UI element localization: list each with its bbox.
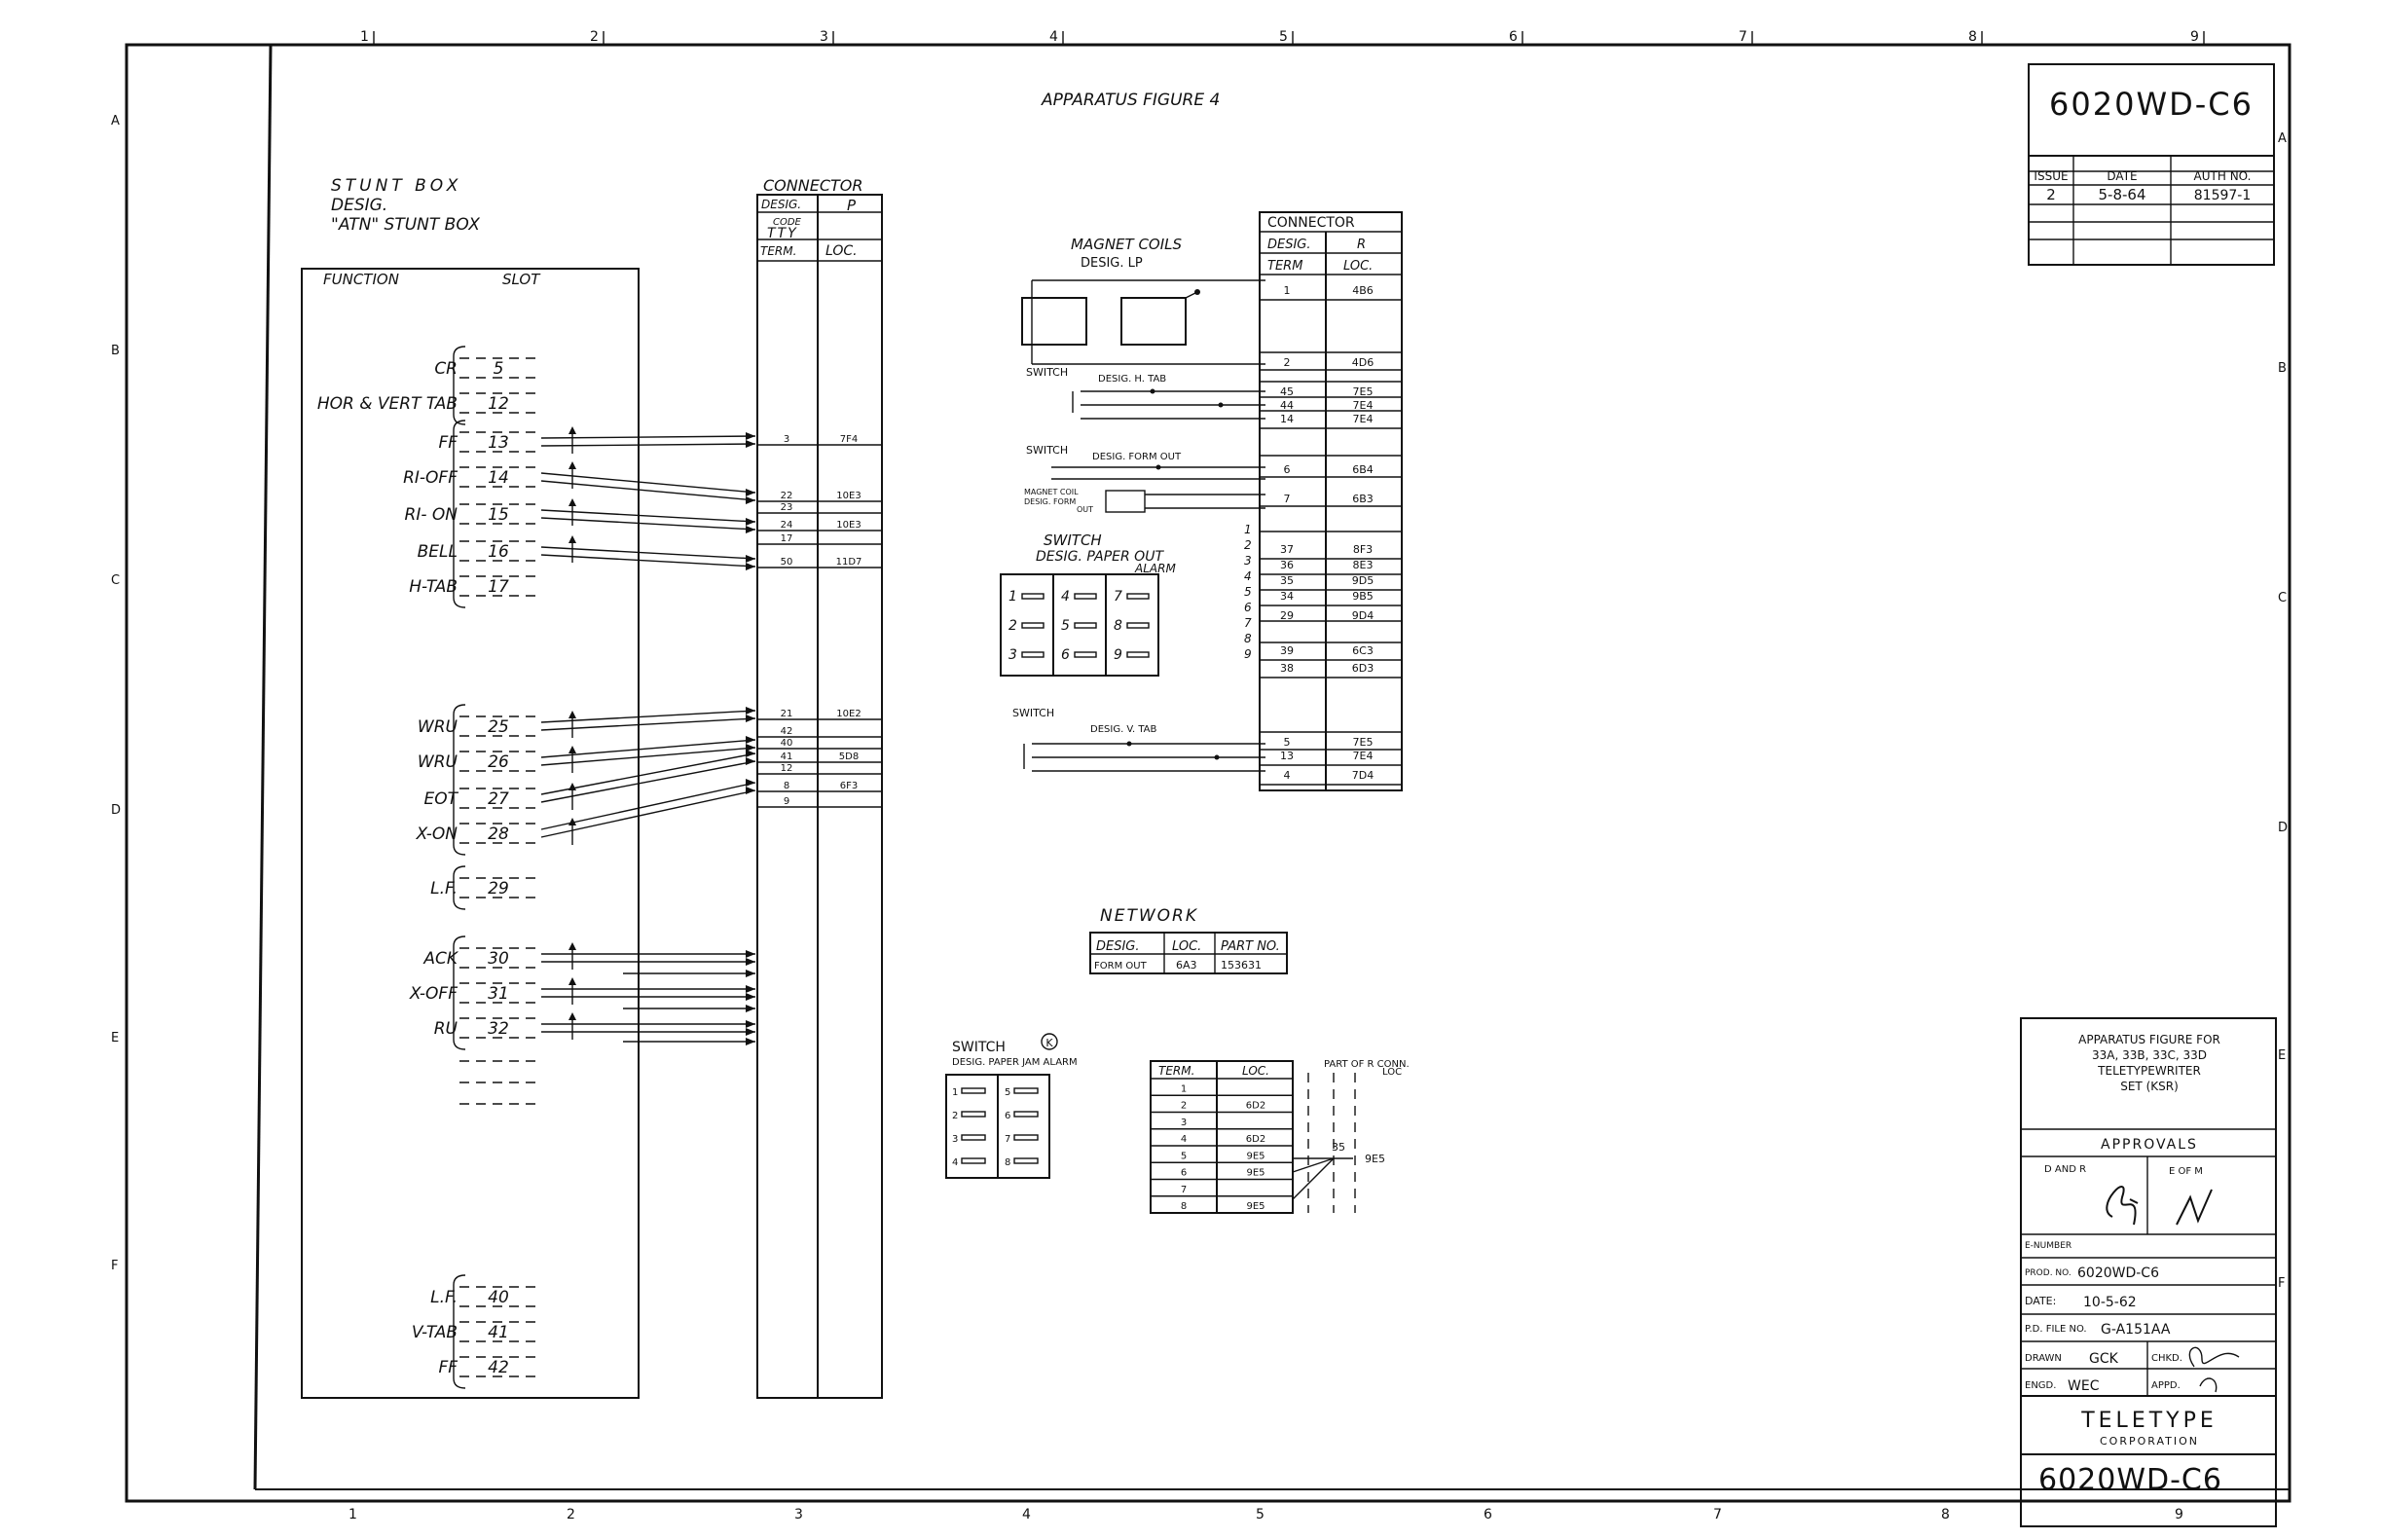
stunt-slot: 25 xyxy=(488,717,509,737)
description-line-4: SET (KSR) xyxy=(2120,1080,2179,1093)
stunt-function: CR xyxy=(434,359,458,379)
stunt-function: X-ON xyxy=(416,825,458,844)
connector-p-col-term: TERM. xyxy=(760,244,797,258)
stunt-function: EOT xyxy=(423,789,458,809)
switch-vtab-desig: DESIG. V. TAB xyxy=(1090,724,1157,735)
stunt-function: L.F. xyxy=(430,879,458,898)
connector-r-term: 4 xyxy=(1283,769,1291,782)
term-table-loc: 6D2 xyxy=(1245,1134,1266,1145)
term-loc-table xyxy=(1151,1059,1410,1213)
connector-r-term: 38 xyxy=(1280,662,1294,675)
stunt-box-desig: "ATN" STUNT BOX xyxy=(331,215,480,235)
zone-row-left-E: E xyxy=(111,1031,120,1045)
term-table-header-term: TERM. xyxy=(1158,1064,1195,1078)
stunt-box-col-function: FUNCTION xyxy=(323,271,399,288)
stunt-slot: 41 xyxy=(488,1323,509,1342)
prod-no-label: PROD. NO. xyxy=(2025,1268,2071,1278)
connector-p-term: 9 xyxy=(783,796,790,807)
zone-col-bottom-6: 6 xyxy=(1484,1507,1492,1522)
stunt-function: FF xyxy=(438,1358,458,1377)
connector-p-term: 12 xyxy=(780,763,793,774)
connector-p-term: 3 xyxy=(783,434,790,445)
paper-out-contact: 2 xyxy=(1008,618,1017,634)
drawing-number-top: 6020WD-C6 xyxy=(2049,86,2254,123)
term-table-loc: 9E5 xyxy=(1246,1201,1265,1212)
paper-jam-contact: 5 xyxy=(1005,1087,1011,1098)
zone-col-top-3: 3 xyxy=(820,29,828,45)
paper-out-contact: 7 xyxy=(1114,589,1122,605)
connector-p-loc: 11D7 xyxy=(835,557,862,568)
zone-col-top-4: 4 xyxy=(1049,29,1058,45)
zone-col-top-7: 7 xyxy=(1739,29,1747,45)
connector-r-term: 5 xyxy=(1283,736,1291,749)
drawing-title: APPARATUS FIGURE 4 xyxy=(1042,91,1221,110)
stunt-box-rows xyxy=(317,347,541,1388)
switch-vtab-label: SWITCH xyxy=(1012,707,1055,719)
term-table-term: 1 xyxy=(1180,1083,1188,1095)
stunt-box-desig-label: DESIG. xyxy=(331,196,388,215)
connector-p-term: 41 xyxy=(780,752,793,762)
drawn-label: DRAWN xyxy=(2025,1353,2062,1364)
paper-jam-contact: 1 xyxy=(952,1087,959,1098)
revision-block xyxy=(2029,64,2274,265)
stunt-function: L.F. xyxy=(430,1288,458,1307)
connector-r-term: 44 xyxy=(1280,399,1294,412)
connector-p-loc: 10E2 xyxy=(836,709,862,719)
rev-issue: 2 xyxy=(2046,186,2056,203)
title-block xyxy=(2021,1018,2276,1526)
stunt-box-col-slot: SLOT xyxy=(502,271,540,288)
connector-r-term: 39 xyxy=(1280,644,1294,657)
connector-r-side-number: 9 xyxy=(1244,647,1252,661)
stunt-slot: 31 xyxy=(488,984,509,1004)
switch-v-tab xyxy=(1012,707,1265,771)
engd-by: WEC xyxy=(2068,1378,2100,1394)
magnet-coils-label: MAGNET COILS xyxy=(1071,236,1183,253)
connector-p-code: TTY xyxy=(767,226,798,241)
stunt-function: X-OFF xyxy=(409,984,458,1004)
pd-file-no: G-A151AA xyxy=(2101,1322,2171,1338)
zone-row-right-E: E xyxy=(2278,1048,2287,1063)
pd-file-label: P.D. FILE NO. xyxy=(2025,1324,2087,1335)
zone-col-bottom-9: 9 xyxy=(2175,1507,2183,1522)
network-heading: NETWORK xyxy=(1100,906,1198,926)
connector-r xyxy=(1244,212,1402,790)
connector-r-loc: 6D3 xyxy=(1351,662,1375,675)
term-table-term: 2 xyxy=(1180,1100,1188,1112)
rev-date: 5-8-64 xyxy=(2098,186,2146,203)
connector-r-term: 34 xyxy=(1280,590,1294,603)
connector-r-term: 36 xyxy=(1280,559,1294,571)
connector-r-col-loc: LOC. xyxy=(1343,259,1374,274)
switch-paper-out xyxy=(1001,532,1176,676)
connector-p-code-label: CODE xyxy=(773,217,801,228)
stunt-function: V-TAB xyxy=(411,1323,458,1342)
switch-htab-label: SWITCH xyxy=(1026,366,1069,379)
stunt-slot: 32 xyxy=(488,1019,509,1039)
stunt-function: ACK xyxy=(423,949,458,969)
part-of-r-conn-label: PART OF R CONN. xyxy=(1324,1059,1410,1070)
rev-auth-no: 81597-1 xyxy=(2193,188,2252,203)
paper-out-contact: 5 xyxy=(1061,618,1070,634)
network-header-loc: LOC. xyxy=(1172,939,1202,954)
zone-col-bottom-2: 2 xyxy=(567,1507,575,1522)
network-table xyxy=(1090,906,1287,973)
zone-col-top-9: 9 xyxy=(2190,29,2199,45)
date-label: DATE: xyxy=(2025,1295,2057,1307)
stunt-slot: 5 xyxy=(493,359,504,379)
term-table-conn-term: 35 xyxy=(1332,1141,1345,1154)
zone-row-right-F: F xyxy=(2278,1276,2286,1291)
term-table-term: 6 xyxy=(1180,1167,1188,1179)
stunt-function: HOR & VERT TAB xyxy=(316,394,458,414)
connector-r-loc: 7E5 xyxy=(1352,385,1374,398)
zone-col-top-8: 8 xyxy=(1968,29,1977,45)
paper-jam-contact: 2 xyxy=(952,1111,959,1121)
connector-p-term: 17 xyxy=(780,533,793,544)
connector-r-loc: 6B4 xyxy=(1352,463,1374,476)
connector-r-loc: 9D4 xyxy=(1351,609,1375,622)
stunt-slot: 28 xyxy=(488,825,509,844)
paper-jam-contact: 3 xyxy=(952,1134,959,1145)
zone-col-top-5: 5 xyxy=(1279,29,1288,45)
paper-out-contact: 3 xyxy=(1008,647,1017,663)
connector-r-term: 13 xyxy=(1280,750,1294,762)
stunt-slot: 30 xyxy=(488,949,509,969)
sheet-border-outer xyxy=(127,45,2290,1501)
connector-p-term: 21 xyxy=(780,709,793,719)
rev-header-date: DATE xyxy=(2107,169,2138,183)
term-table-conn-loc: 9E5 xyxy=(1365,1153,1385,1165)
connector-p-term: 42 xyxy=(780,726,793,737)
stunt-function: BELL xyxy=(417,542,458,562)
magnet-coil-form-out-1: MAGNET COIL xyxy=(1024,488,1079,496)
connector-p-desig-label: DESIG. xyxy=(761,198,802,211)
network-loc: 6A3 xyxy=(1176,959,1197,972)
zone-col-bottom-4: 4 xyxy=(1022,1507,1031,1522)
connector-r-loc: 9D5 xyxy=(1351,574,1375,587)
stunt-box-wiring xyxy=(541,426,755,1045)
network-desig: FORM OUT xyxy=(1094,961,1147,972)
drawing-date: 10-5-62 xyxy=(2083,1295,2137,1310)
connector-p-term: 50 xyxy=(780,557,793,568)
connector-p-entries xyxy=(757,434,882,807)
zone-col-bottom-5: 5 xyxy=(1256,1507,1265,1522)
stunt-function: RU xyxy=(433,1019,458,1039)
term-table-term: 7 xyxy=(1180,1184,1188,1195)
connector-r-term: 29 xyxy=(1280,609,1294,622)
connector-r-loc: 7E5 xyxy=(1352,736,1374,749)
connector-r-loc: 6B3 xyxy=(1352,493,1374,505)
drawn-by: GCK xyxy=(2089,1351,2118,1367)
magnet-coil-form-out-3: OUT xyxy=(1077,505,1094,514)
connector-r-term: 7 xyxy=(1283,493,1291,505)
description-line-2: 33A, 33B, 33C, 33D xyxy=(2091,1048,2208,1062)
paper-out-contact: 8 xyxy=(1114,618,1122,634)
switch-paper-jam-desig: DESIG. PAPER JAM ALARM xyxy=(952,1057,1078,1068)
connector-p-heading: CONNECTOR xyxy=(763,176,863,195)
rev-header-auth: AUTH NO. xyxy=(2193,169,2252,183)
zone-row-left-B: B xyxy=(111,344,120,358)
chkd-label: CHKD. xyxy=(2151,1353,2182,1364)
paper-out-contact: 9 xyxy=(1114,647,1122,663)
paper-out-contact: 6 xyxy=(1061,647,1070,663)
zone-row-left-A: A xyxy=(111,114,120,128)
switch-form-out xyxy=(1024,444,1265,514)
stunt-slot: 26 xyxy=(488,752,509,772)
switch-paper-out-desig2: ALARM xyxy=(1135,562,1176,575)
connector-r-side-number: 8 xyxy=(1244,632,1252,645)
connector-p-term: 24 xyxy=(780,520,793,531)
term-table-loc: 9E5 xyxy=(1246,1167,1265,1179)
connector-r-term: 2 xyxy=(1283,356,1291,369)
zone-col-bottom-3: 3 xyxy=(794,1507,803,1522)
switch-paper-out-label: SWITCH xyxy=(1044,532,1102,549)
paper-out-contact: 1 xyxy=(1008,589,1017,605)
connector-p-loc: 10E3 xyxy=(836,491,862,501)
approvals-label: APPROVALS xyxy=(2101,1137,2198,1153)
connector-r-side-number: 3 xyxy=(1244,554,1252,568)
connector-r-loc: 4D6 xyxy=(1351,356,1375,369)
stunt-slot: 40 xyxy=(488,1288,509,1307)
appd-label: APPD. xyxy=(2151,1380,2181,1391)
zone-row-right-A: A xyxy=(2278,131,2287,146)
zone-col-bottom-7: 7 xyxy=(1713,1507,1722,1522)
magnet-coils-desig: DESIG. LP xyxy=(1081,256,1143,271)
stunt-function: RI-OFF xyxy=(403,468,458,488)
connector-p-col-loc: LOC. xyxy=(825,243,858,259)
company-name: TELETYPE xyxy=(2081,1409,2218,1433)
connector-r-loc: 6C3 xyxy=(1352,644,1374,657)
rev-header-issue: ISSUE xyxy=(2034,169,2069,183)
title-block-description xyxy=(2078,1033,2220,1093)
connector-p-loc: 5D8 xyxy=(838,752,860,762)
paper-out-contact: 4 xyxy=(1061,589,1070,605)
zone-row-right-B: B xyxy=(2278,361,2287,376)
drawing-number-footer: 6020WD-C6 xyxy=(2038,1463,2222,1497)
zone-row-left-C: C xyxy=(111,573,121,588)
connector-r-term: 14 xyxy=(1280,413,1294,425)
connector-r-desig-label: DESIG. xyxy=(1267,238,1311,252)
paper-jam-contact: 4 xyxy=(952,1157,959,1168)
connector-p-desig: P xyxy=(847,197,857,214)
connector-r-side-number: 1 xyxy=(1244,523,1252,536)
switch-form-out-label: SWITCH xyxy=(1026,444,1069,457)
switch-paper-jam xyxy=(946,1034,1078,1178)
switch-htab-desig: DESIG. H. TAB xyxy=(1098,374,1167,385)
zone-row-right-C: C xyxy=(2278,591,2288,605)
stunt-slot: 14 xyxy=(488,468,509,488)
connector-r-desig: R xyxy=(1357,238,1367,252)
stunt-slot: 12 xyxy=(488,394,509,414)
zone-col-top-1: 1 xyxy=(360,29,369,45)
connector-r-loc: 9B5 xyxy=(1352,590,1374,603)
connector-r-loc: 7D4 xyxy=(1351,769,1375,782)
connector-r-loc: 7E4 xyxy=(1352,413,1374,425)
connector-r-term: 37 xyxy=(1280,543,1294,556)
e-of-m-label: E OF M xyxy=(2169,1166,2203,1177)
stunt-slot: 42 xyxy=(488,1358,509,1377)
chkd-appd-signature xyxy=(2189,1347,2239,1392)
stunt-slot: 27 xyxy=(488,789,509,809)
connector-r-term: 1 xyxy=(1283,284,1291,297)
term-table-term: 4 xyxy=(1180,1134,1188,1145)
connector-r-side-number: 4 xyxy=(1244,569,1252,583)
engd-label: ENGD. xyxy=(2025,1380,2057,1391)
magnet-coils xyxy=(1022,236,1265,364)
connector-p-term: 40 xyxy=(780,738,793,749)
connector-r-loc: 7E4 xyxy=(1352,750,1374,762)
connector-r-loc: 8E3 xyxy=(1352,559,1374,571)
connector-p-loc: 10E3 xyxy=(836,520,862,531)
stunt-function: FF xyxy=(438,433,458,453)
stunt-slot: 13 xyxy=(488,433,509,453)
d-and-r-label: D AND R xyxy=(2044,1164,2087,1175)
zone-row-left-F: F xyxy=(111,1259,119,1273)
stunt-slot: 16 xyxy=(488,542,509,562)
term-table-term: 5 xyxy=(1180,1151,1188,1162)
d-and-r-signature xyxy=(2107,1187,2138,1225)
e-number-label: E-NUMBER xyxy=(2025,1241,2072,1251)
connector-r-loc: 7E4 xyxy=(1352,399,1374,412)
connector-r-term: 45 xyxy=(1280,385,1294,398)
term-table-term: 8 xyxy=(1180,1201,1188,1212)
paper-jam-contact: 8 xyxy=(1005,1157,1011,1168)
zone-col-bottom-8: 8 xyxy=(1941,1507,1950,1522)
stunt-box-heading: STUNT BOX xyxy=(331,176,462,196)
connector-r-side-number: 5 xyxy=(1244,585,1252,599)
company-sub: CORPORATION xyxy=(2100,1435,2199,1448)
term-table-term: 3 xyxy=(1180,1117,1188,1128)
description-line-3: TELETYPEWRITER xyxy=(2098,1064,2201,1078)
zone-row-left-D: D xyxy=(111,803,122,818)
magnet-coil-form-out-2: DESIG. FORM xyxy=(1024,497,1077,506)
e-of-m-initial xyxy=(2177,1190,2212,1225)
stunt-slot: 15 xyxy=(488,505,509,525)
term-table-loc-label: LOC xyxy=(1382,1067,1403,1078)
connector-r-heading: CONNECTOR xyxy=(1267,215,1355,231)
zone-col-bottom-1: 1 xyxy=(348,1507,357,1522)
description-line-1: APPARATUS FIGURE FOR xyxy=(2078,1033,2220,1046)
connector-r-side-number: 6 xyxy=(1244,601,1252,614)
network-header-part: PART NO. xyxy=(1221,939,1280,954)
connector-p xyxy=(757,176,882,1398)
connector-p-loc: 7F4 xyxy=(839,434,859,445)
stunt-slot: 29 xyxy=(488,879,509,898)
connector-r-col-term: TERM xyxy=(1267,259,1303,274)
connector-r-side-number: 7 xyxy=(1244,616,1252,630)
connector-p-term: 23 xyxy=(780,502,793,513)
connector-r-term: 6 xyxy=(1283,463,1291,476)
zone-col-top-2: 2 xyxy=(590,29,599,45)
connector-r-loc: 8F3 xyxy=(1352,543,1374,556)
stunt-function: WRU xyxy=(417,717,458,737)
term-table-header-loc: LOC. xyxy=(1242,1064,1269,1078)
connector-p-loc: 6F3 xyxy=(839,781,859,791)
stunt-function: RI- ON xyxy=(404,505,458,525)
stunt-function: H-TAB xyxy=(409,577,458,597)
term-table-loc: 6D2 xyxy=(1245,1100,1266,1112)
connector-p-term: 22 xyxy=(780,491,793,501)
term-table-loc: 9E5 xyxy=(1246,1151,1265,1162)
stunt-function: WRU xyxy=(417,752,458,772)
connector-p-term: 8 xyxy=(783,781,790,791)
paper-jam-contact: 6 xyxy=(1005,1111,1011,1121)
connector-r-side-number: 2 xyxy=(1244,538,1252,552)
switch-paper-out-desig: DESIG. PAPER OUT xyxy=(1036,549,1163,565)
network-header-desig: DESIG. xyxy=(1096,939,1140,954)
zone-col-top-6: 6 xyxy=(1509,29,1518,45)
paper-jam-contact: 7 xyxy=(1005,1134,1011,1145)
switch-paper-jam-label: SWITCH xyxy=(952,1040,1006,1055)
zone-row-right-D: D xyxy=(2278,821,2289,835)
sheet-border-inner-left xyxy=(255,45,271,1489)
prod-no: 6020WD-C6 xyxy=(2077,1265,2159,1281)
switch-h-tab xyxy=(1026,366,1265,419)
switch-paper-jam-mark: K xyxy=(1045,1037,1053,1049)
stunt-slot: 17 xyxy=(488,577,509,597)
connector-r-loc: 4B6 xyxy=(1352,284,1374,297)
network-part: 153631 xyxy=(1221,959,1262,972)
connector-r-term: 35 xyxy=(1280,574,1294,587)
switch-form-out-desig: DESIG. FORM OUT xyxy=(1092,452,1182,462)
